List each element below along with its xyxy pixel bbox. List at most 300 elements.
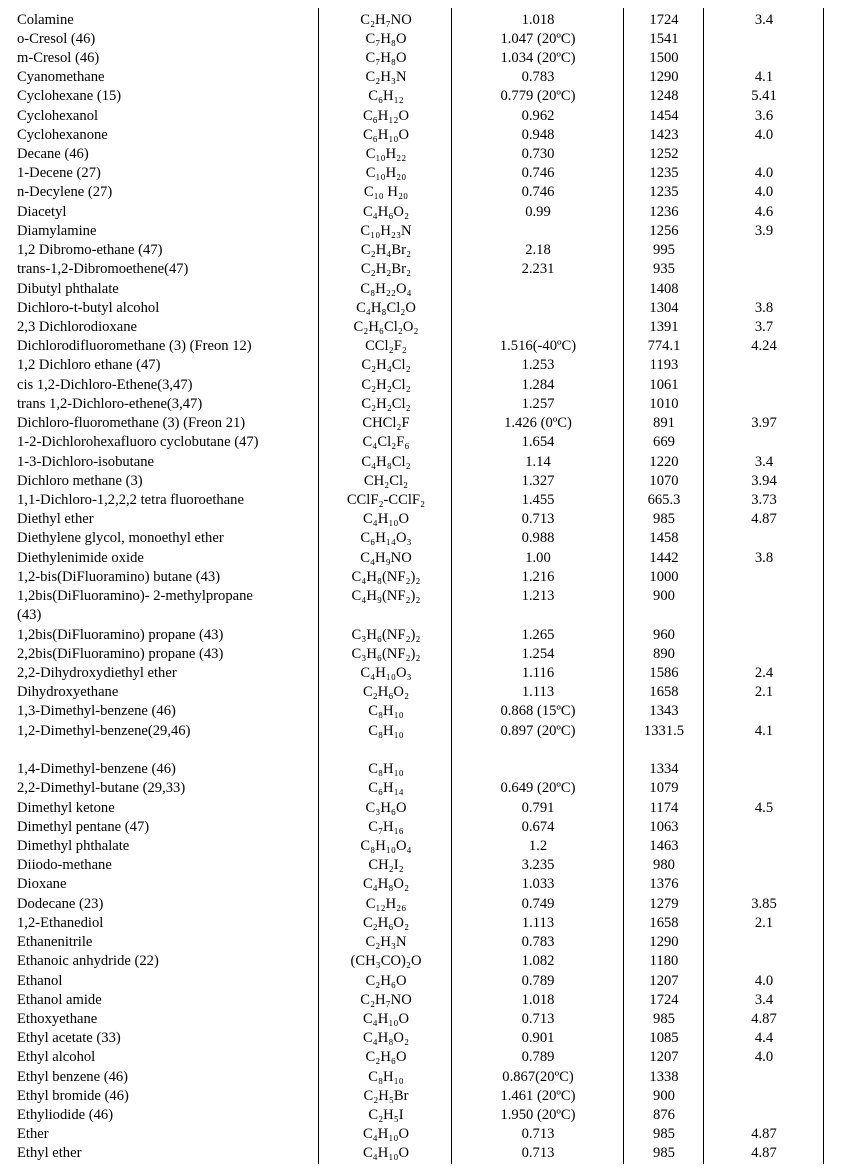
- density-value: 0.749: [521, 895, 555, 912]
- sound-velocity: 1010: [649, 395, 679, 412]
- chemical-formula: (CH₃CO)₂O: [350, 953, 422, 970]
- sound-velocity: 1070: [649, 472, 679, 489]
- density-value: 1.253: [521, 357, 555, 374]
- table-row: [0, 376, 841, 395]
- substance-name: 1,4-Dimethyl-benzene (46): [17, 761, 176, 778]
- velocity-slope: 3.97: [751, 415, 777, 432]
- chemical-formula: C₂H₅Br: [363, 1087, 409, 1104]
- substance-name: Colamine: [17, 11, 74, 28]
- substance-name: Diacetyl: [17, 203, 67, 220]
- chemical-formula: C₄H₈(NF₂)₂: [351, 568, 421, 585]
- table-row: [0, 299, 841, 318]
- chemical-formula: C₇H₈O: [365, 49, 407, 66]
- substance-name: Dioxane: [17, 876, 67, 893]
- chemical-formula: C₇H₁₆: [368, 818, 404, 835]
- velocity-slope: 3.8: [754, 549, 774, 566]
- table-row: [0, 722, 841, 741]
- sound-velocity: 1376: [649, 876, 679, 893]
- chemical-formula: C₂H₄Br₂: [360, 242, 412, 259]
- sound-velocity: 1207: [649, 972, 679, 989]
- sound-velocity: 1256: [649, 222, 679, 239]
- velocity-slope: 3.7: [754, 319, 774, 336]
- table-row: [0, 664, 841, 683]
- substance-name: Dibutyl phthalate: [17, 280, 119, 297]
- chemical-formula: C₈H₁₀: [368, 703, 404, 720]
- velocity-slope: 4.87: [751, 511, 777, 528]
- table-row: [0, 972, 841, 991]
- substance-name: Cyanomethane: [17, 69, 105, 86]
- substance-name: Ethyliodide (46): [17, 1107, 114, 1124]
- chemical-formula: C₈H₁₀O₄: [360, 837, 412, 854]
- density-value: 0.791: [521, 799, 555, 816]
- sound-velocity: 1423: [649, 126, 679, 143]
- density-value: 1.327: [521, 472, 555, 489]
- substance-name: Dichlorodifluoromethane (3) (Freon 12): [17, 338, 252, 355]
- density-value: 1.284: [521, 376, 555, 393]
- table-row: [0, 164, 841, 183]
- velocity-slope: 4.0: [754, 165, 774, 182]
- table-row: [0, 606, 841, 625]
- table-row: [0, 1048, 841, 1067]
- density-value: 1.213: [521, 588, 555, 605]
- substance-name: Diethylene glycol, monoethyl ether: [17, 530, 224, 547]
- density-value: 1.113: [521, 914, 555, 931]
- chemical-formula: C₂H₇NO: [360, 991, 412, 1008]
- substance-name: o-Cresol (46): [17, 30, 96, 47]
- table-row: [0, 107, 841, 126]
- substance-name: 2,2-Dimethyl-butane (29,33): [17, 780, 186, 797]
- velocity-slope: 3.85: [751, 895, 777, 912]
- velocity-slope: 4.87: [751, 1126, 777, 1143]
- velocity-slope: 4.0: [754, 126, 774, 143]
- chemical-formula: C₂H₃N: [365, 934, 407, 951]
- substance-name: Dihydroxyethane: [17, 684, 119, 701]
- table-row: [0, 183, 841, 202]
- substance-name: Ethoxyethane: [17, 1010, 98, 1027]
- substance-name: Ethanol amide: [17, 991, 102, 1008]
- table-row: [0, 875, 841, 894]
- substance-name: trans-1,2-Dibromoethene(47): [17, 261, 189, 278]
- density-value: 0.99: [525, 203, 551, 220]
- table-row: [0, 318, 841, 337]
- sound-velocity: 985: [653, 1010, 675, 1027]
- chemical-formula: C₂H₆Cl₂O₂: [353, 319, 419, 336]
- sound-velocity: 1235: [649, 184, 679, 201]
- substance-name: 2,2-Dihydroxydiethyl ether: [17, 664, 177, 681]
- substance-name: 1,2-Ethanediol: [17, 914, 104, 931]
- sound-velocity: 1180: [649, 953, 679, 970]
- table-row: [0, 222, 841, 241]
- chemical-formula: C₆H₁₀O: [362, 126, 410, 143]
- velocity-slope: 4.87: [751, 1145, 777, 1162]
- sound-velocity: 1290: [649, 69, 679, 86]
- velocity-slope: 4.87: [751, 1010, 777, 1027]
- substance-name: Diiodo-methane: [17, 857, 112, 874]
- sound-velocity: 1174: [649, 799, 679, 816]
- chemical-formula: C₁₀H₂₂: [365, 146, 407, 163]
- substance-name: Diamylamine: [17, 222, 97, 239]
- table-row: [0, 395, 841, 414]
- sound-velocity: 960: [653, 626, 675, 643]
- table-row: [0, 30, 841, 49]
- chemical-formula: C₄H₆O₂: [362, 203, 410, 220]
- chemical-formula: C₄H₉NO: [360, 549, 412, 566]
- density-value: 2.231: [521, 261, 555, 278]
- velocity-slope: 4.0: [754, 184, 774, 201]
- substance-name: 1,2 Dibromo-ethane (47): [17, 242, 163, 259]
- chemical-formula: C₆H₁₄: [368, 780, 404, 797]
- chemical-formula: C₆H₁₂: [368, 88, 404, 105]
- chemical-formula: C₄H₈O₂: [362, 876, 410, 893]
- density-value: 0.674: [521, 818, 555, 835]
- table-row: [0, 414, 841, 433]
- velocity-slope: 5.41: [751, 88, 777, 105]
- table-row: [0, 433, 841, 452]
- substance-name: Cyclohexanol: [17, 107, 99, 124]
- substance-name: Ethyl alcohol: [17, 1049, 96, 1066]
- table-row: [0, 529, 841, 548]
- sound-velocity: 1500: [649, 49, 679, 66]
- table-row: [0, 356, 841, 375]
- velocity-slope: 4.6: [754, 203, 774, 220]
- table-row: [0, 1106, 841, 1125]
- chemical-formula: C₄H₈O₂: [362, 1030, 410, 1047]
- density-value: 1.018: [521, 991, 555, 1008]
- table-row: [0, 933, 841, 952]
- density-value: 1.2: [528, 837, 548, 854]
- table-row: [0, 1029, 841, 1048]
- substance-name: 1,1-Dichloro-1,2,2,2 tetra fluoroethane: [17, 492, 244, 508]
- table-row: [0, 241, 841, 260]
- chemical-formula: C₂H₅I: [368, 1107, 404, 1124]
- sound-velocity: 1724: [649, 991, 679, 1008]
- chemical-formula: C₆H₁₂O: [362, 107, 410, 124]
- substance-name: Ethanoic anhydride (22): [17, 953, 159, 970]
- substance-name: Ethyl bromide (46): [17, 1087, 129, 1104]
- substance-name: 1,2-Dimethyl-benzene(29,46): [17, 722, 191, 739]
- chemical-formula: C₆H₁₄O₃: [360, 530, 412, 547]
- table-row: [0, 453, 841, 472]
- substance-name: (43): [17, 607, 42, 624]
- density-value: 0.746: [521, 184, 555, 201]
- density-value: 0.713: [521, 1126, 555, 1143]
- sound-velocity: 891: [653, 415, 675, 432]
- substance-name: Dichloro methane (3): [17, 472, 143, 489]
- substance-name: 1-Decene (27): [17, 165, 101, 182]
- substance-name: Dodecane (23): [17, 895, 104, 912]
- sound-velocity: 1541: [649, 30, 679, 47]
- sound-velocity: 1207: [649, 1049, 679, 1066]
- chemical-formula: C₈H₂₂O₄: [360, 280, 412, 297]
- sound-velocity: 774.1: [647, 338, 681, 355]
- table-row: [0, 587, 841, 606]
- density-value: 0.713: [521, 1010, 555, 1027]
- table-row: [0, 280, 841, 299]
- table-row: [0, 645, 841, 664]
- chemical-formula: C₈H₁₀: [368, 761, 404, 778]
- chemical-formula: CHCl₂F: [362, 415, 410, 432]
- table-row: [0, 952, 841, 971]
- substance-name: Dimethyl ketone: [17, 799, 115, 816]
- table-row: [0, 799, 841, 818]
- chemical-formula: C₃H₆(NF₂)₂: [351, 626, 421, 643]
- velocity-slope: 4.1: [754, 722, 774, 739]
- velocity-slope: 2.1: [754, 914, 774, 931]
- substance-name: 1,2-bis(DiFluoramino) butane (43): [17, 568, 221, 585]
- chemical-formula: C₈H₁₀: [368, 722, 404, 739]
- sound-velocity: 1586: [649, 664, 679, 681]
- sound-velocity: 1304: [649, 299, 679, 316]
- velocity-slope: 4.0: [754, 972, 774, 989]
- chemical-formula: C₂H₂Cl₂: [361, 376, 411, 393]
- sound-velocity: 1408: [649, 280, 679, 297]
- density-value: 1.14: [525, 453, 551, 470]
- velocity-slope: 3.4: [754, 11, 774, 28]
- table-row: [0, 126, 841, 145]
- table-row: [0, 491, 841, 510]
- chemical-formula: C₂H₆O₂: [362, 684, 410, 701]
- density-value: 0.962: [521, 107, 555, 124]
- substance-name: Decane (46): [17, 146, 89, 163]
- density-value: 0.746: [521, 165, 555, 182]
- table-row: [0, 145, 841, 164]
- density-value: 1.116: [521, 664, 555, 681]
- table-row: [0, 510, 841, 529]
- sound-velocity: 1454: [649, 107, 679, 124]
- sound-velocity: 995: [653, 242, 675, 259]
- chemical-formula: C₄H₁₀O: [362, 1126, 410, 1143]
- sound-velocity: 1085: [649, 1030, 679, 1047]
- sound-velocity: 1343: [649, 703, 679, 720]
- substance-name: Cyclohexane (15): [17, 88, 122, 105]
- sound-velocity: 1252: [649, 146, 679, 163]
- density-value: 3.235: [521, 857, 555, 874]
- sound-velocity: 1279: [649, 895, 679, 912]
- chemical-formula: C₇H₈O: [365, 30, 407, 47]
- velocity-slope: 3.6: [754, 107, 774, 124]
- sound-velocity: 900: [653, 588, 675, 605]
- chemical-formula: C₂H₆O: [365, 1049, 407, 1066]
- table-row: [0, 472, 841, 491]
- substance-name: Ethyl ether: [17, 1145, 82, 1162]
- density-value: 1.047 (20ºC): [500, 30, 576, 47]
- chemical-formula: C₄Cl₂F₆: [362, 434, 410, 451]
- table-row: [0, 760, 841, 779]
- chemical-formula: C₂H₃N: [365, 69, 407, 86]
- chemical-formula: C₁₂H₂₆: [365, 895, 407, 912]
- sound-velocity: 1220: [649, 453, 679, 470]
- sound-velocity: 1658: [649, 914, 679, 931]
- table-row: [0, 991, 841, 1010]
- velocity-slope: 3.4: [754, 991, 774, 1008]
- velocity-slope: 3.8: [754, 299, 774, 316]
- table-row: [0, 856, 841, 875]
- density-value: 1.082: [521, 953, 555, 970]
- substance-name: cis 1,2-Dichloro-Ethene(3,47): [17, 376, 193, 393]
- substance-name: Ethyl acetate (33): [17, 1030, 121, 1047]
- substance-name: Ethanenitrile: [17, 934, 93, 951]
- chemical-formula: C₄H₁₀O₃: [360, 664, 412, 681]
- density-value: 0.730: [521, 146, 555, 163]
- table-row: [0, 260, 841, 279]
- chemical-formula: CH₂Cl₂: [363, 472, 409, 489]
- sound-velocity: 1391: [649, 319, 679, 336]
- table-row: [0, 895, 841, 914]
- chemical-formula: C₃H₆O: [365, 799, 407, 816]
- sound-velocity: 1000: [649, 568, 679, 585]
- density-value: 0.649 (20ºC): [500, 780, 576, 797]
- density-value: 0.789: [521, 972, 555, 989]
- density-value: 1.254: [521, 645, 555, 662]
- substance-name: 1,2 Dichloro ethane (47): [17, 357, 161, 374]
- sound-velocity: 1248: [649, 88, 679, 105]
- chemical-formula: C₁₀H₂₀: [365, 165, 407, 182]
- density-value: 0.988: [521, 530, 555, 547]
- table-row: [0, 683, 841, 702]
- density-value: 1.654: [521, 434, 555, 451]
- chemical-formula: C₁₀H₂₃N: [360, 222, 412, 239]
- sound-velocity: 1193: [649, 357, 679, 374]
- sound-velocity: 665.3: [647, 492, 681, 508]
- sound-velocity: 1442: [649, 549, 679, 566]
- density-value: 1.033: [521, 876, 555, 893]
- sound-velocity: 1458: [649, 530, 679, 547]
- table-row: [0, 1068, 841, 1087]
- density-value: 0.867(20ºC): [502, 1068, 574, 1085]
- substance-name: Dichloro-fluoromethane (3) (Freon 21): [17, 415, 246, 432]
- density-value: 0.897 (20ºC): [500, 722, 576, 739]
- density-value: 2.18: [525, 242, 551, 259]
- density-value: 0.783: [521, 69, 555, 86]
- density-value: 1.265: [521, 626, 555, 643]
- density-value: 1.461 (20ºC): [500, 1087, 576, 1104]
- velocity-slope: 4.5: [754, 799, 774, 816]
- velocity-slope: 2.1: [754, 684, 774, 701]
- velocity-slope: 4.1: [754, 69, 774, 86]
- density-value: 1.113: [521, 684, 555, 701]
- chemical-formula: C₃H₆(NF₂)₂: [351, 645, 421, 662]
- substance-name: m-Cresol (46): [17, 49, 100, 66]
- velocity-slope: 2.4: [754, 664, 774, 681]
- substance-name: Dimethyl pentane (47): [17, 818, 150, 835]
- density-value: 0.779 (20ºC): [500, 88, 576, 105]
- chemical-formula: CCl₂F₂: [365, 338, 407, 355]
- substance-name: 1,2bis(DiFluoramino)- 2-methylpropane: [17, 588, 253, 605]
- table-row: [0, 1144, 841, 1163]
- sound-velocity: 1236: [649, 203, 679, 220]
- density-value: 0.713: [521, 511, 555, 528]
- sound-velocity: 669: [653, 434, 675, 451]
- density-value: 1.257: [521, 395, 555, 412]
- density-value: 1.426 (0ºC): [504, 415, 572, 432]
- density-value: 1.034 (20ºC): [500, 49, 576, 66]
- sound-velocity: 1331.5: [643, 722, 685, 739]
- velocity-slope: 4.24: [751, 338, 777, 355]
- chemical-formula: C₂H₆O: [365, 972, 407, 989]
- sound-velocity: 935: [653, 261, 675, 278]
- table-row: [0, 11, 841, 30]
- substance-name: 2,2bis(DiFluoramino) propane (43): [17, 645, 224, 662]
- substance-name: Dimethyl phthalate: [17, 837, 130, 854]
- substance-name: Dichloro-t-butyl alcohol: [17, 299, 160, 316]
- sound-velocity: 1063: [649, 818, 679, 835]
- density-value: 0.783: [521, 934, 555, 951]
- table-row: [0, 741, 841, 760]
- table-row: [0, 914, 841, 933]
- velocity-slope: 4.4: [754, 1030, 774, 1047]
- velocity-slope: 4.0: [754, 1049, 774, 1066]
- substance-name: n-Decylene (27): [17, 184, 113, 201]
- substance-name: 1-2-Dichlorohexafluoro cyclobutane (47): [17, 434, 259, 451]
- velocity-slope: 3.9: [754, 222, 774, 239]
- velocity-slope: 3.4: [754, 453, 774, 470]
- density-value: 0.948: [521, 126, 555, 143]
- table-row: [0, 818, 841, 837]
- velocity-slope: 3.94: [751, 472, 777, 489]
- table-row: [0, 568, 841, 587]
- sound-velocity: 1290: [649, 934, 679, 951]
- substance-name: Diethyl ether: [17, 511, 94, 528]
- sound-velocity: 1463: [649, 837, 679, 854]
- substance-name: Cyclohexanone: [17, 126, 108, 143]
- sound-velocity: 980: [653, 857, 675, 874]
- substance-name: Diethylenimide oxide: [17, 549, 144, 566]
- table-row: [0, 626, 841, 645]
- table-row: [0, 549, 841, 568]
- sound-velocity: 1658: [649, 684, 679, 701]
- sound-velocity: 1334: [649, 761, 679, 778]
- sound-velocity: 1061: [649, 376, 679, 393]
- chemical-formula: C₄H₁₀O: [362, 511, 410, 528]
- sound-velocity: 985: [653, 1145, 675, 1162]
- chemical-formula: C₂H₆O₂: [362, 914, 410, 931]
- substance-name: Ethyl benzene (46): [17, 1068, 129, 1085]
- table-row: [0, 1010, 841, 1029]
- density-value: 1.455: [521, 492, 555, 508]
- substance-name: Ethanol: [17, 972, 63, 989]
- sound-velocity: 1079: [649, 780, 679, 797]
- density-value: 0.713: [521, 1145, 555, 1162]
- table-row: [0, 49, 841, 68]
- sound-velocity: 985: [653, 511, 675, 528]
- table-row: [0, 779, 841, 798]
- table-row: [0, 203, 841, 222]
- sound-velocity: 900: [653, 1087, 675, 1104]
- table-row: [0, 68, 841, 87]
- chemical-formula: CH₂I₂: [368, 857, 404, 874]
- density-value: 1.216: [521, 568, 555, 585]
- chemical-formula: C₂H₇NO: [360, 11, 412, 28]
- chemical-formula: C₄H₈Cl₂: [361, 453, 411, 470]
- sound-velocity: 1724: [649, 11, 679, 28]
- density-value: 1.018: [521, 11, 555, 28]
- table-row: [0, 87, 841, 106]
- chemical-formula: C₄H₁₀O: [362, 1010, 410, 1027]
- chemical-formula: C₄H₉(NF₂)₂: [351, 588, 421, 605]
- velocity-slope: 3.73: [751, 492, 777, 508]
- sound-velocity: 985: [653, 1126, 675, 1143]
- substance-name: 2,3 Dichlorodioxane: [17, 319, 137, 336]
- chemical-formula: C₈H₁₀: [368, 1068, 404, 1085]
- table-row: [0, 837, 841, 856]
- sound-velocity: 876: [653, 1107, 675, 1124]
- density-value: 1.516(-40ºC): [499, 338, 577, 355]
- density-value: 0.868 (15ºC): [500, 703, 576, 720]
- table-row: [0, 1087, 841, 1106]
- substance-name: 1,2bis(DiFluoramino) propane (43): [17, 626, 224, 643]
- sound-velocity: 1338: [649, 1068, 679, 1085]
- substance-name: 1,3-Dimethyl-benzene (46): [17, 703, 176, 720]
